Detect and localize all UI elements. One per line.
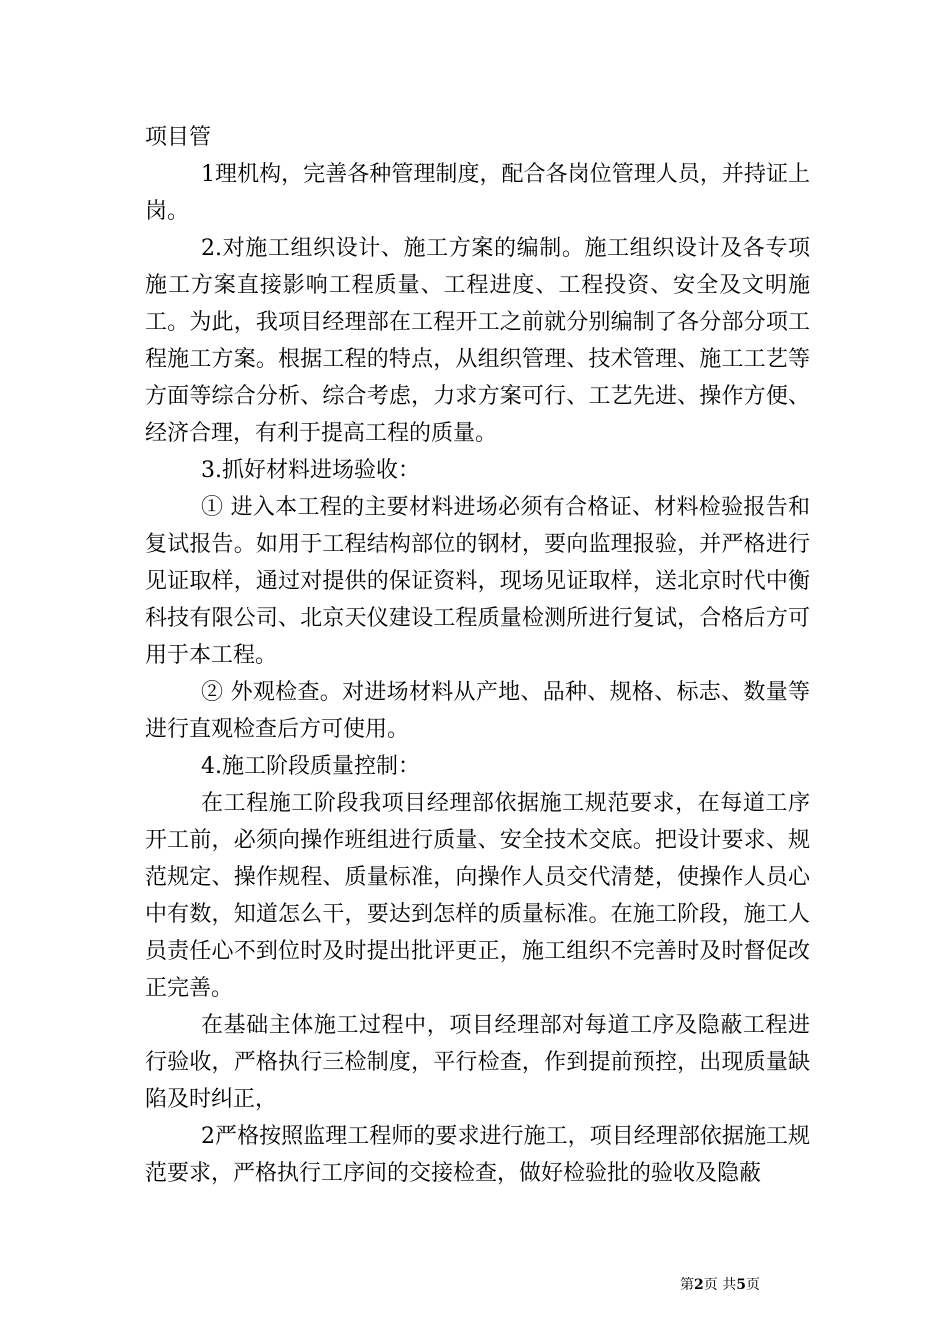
footer-suffix: 页 (745, 1277, 760, 1293)
page-footer (680, 1276, 840, 1294)
paragraph-4: ① 进入本工程的主要材料进场必须有合格证、材料检验报告和复试报告。如用于工程结构部位的钢材，要向监理报验，并严格进行见证取样，通过对提供的保证资料，现场见证取样，送北京时代中衡科技有限公司、北京天仪建设工程质量检测所进行复试，合格后方可用于本工程。 (145, 495, 810, 668)
paragraph-0: 项目管 (145, 125, 212, 150)
paragraph-5: ② 外观检查。对进场材料从产地、品种、规格、标志、数量等进行直观检查后方可使用。 (145, 680, 810, 742)
total-pages-number: 5 (736, 1277, 746, 1293)
paragraph-7: 在工程施工阶段我项目经理部依据施工规范要求，在每道工序开工前，必须向操作班组进行质量、安全技术交底。把设计要求、规范规定、操作规程、质量标准，向操作人员交代清楚，使操作人员心中有数，知道怎么干，要达到怎样的质量标准。在施工阶段，施工人员责任心不到位时及时提出批评更正，施工组织不完善时及时督促改正完善。 (145, 791, 810, 1001)
paragraph-8: 在基础主体施工过程中，项目经理部对每道工序及隐蔽工程进行验收，严格执行三检制度，平行检查，作到提前预控，出现质量缺陷及时纠正， (145, 1013, 810, 1112)
paragraph-9: 2严格按照监理工程师的要求进行施工，项目经理部依据施工规范要求，严格执行工序间的交接检查，做好检验批的验收及隐蔽 (145, 1124, 810, 1186)
paragraph-3: 3.抓好材料进场验收： (201, 458, 420, 483)
footer-prefix: 第 (680, 1277, 694, 1293)
footer-middle: 页 共 (703, 1277, 737, 1293)
paragraph-6: 4.施工阶段质量控制： (201, 754, 420, 779)
document-body (145, 119, 810, 1192)
current-page-number: 2 (694, 1277, 704, 1293)
paragraph-1: 1理机构，完善各种管理制度，配合各岗位管理人员，并持证上岗。 (145, 162, 810, 224)
paragraph-2: 2.对施工组织设计、施工方案的编制。施工组织设计及各专项施工方案直接影响工程质量、工程进度、工程投资、安全及文明施工。为此，我项目经理部在工程开工之前就分别编制了各分部分项工程施工方案。根据工程的特点，从组织管理、技术管理、施工工艺等方面等综合分析、综合考虑，力求方案可行、工艺先进、操作方便、经济合理，有利于提高工程的质量。 (145, 236, 810, 446)
